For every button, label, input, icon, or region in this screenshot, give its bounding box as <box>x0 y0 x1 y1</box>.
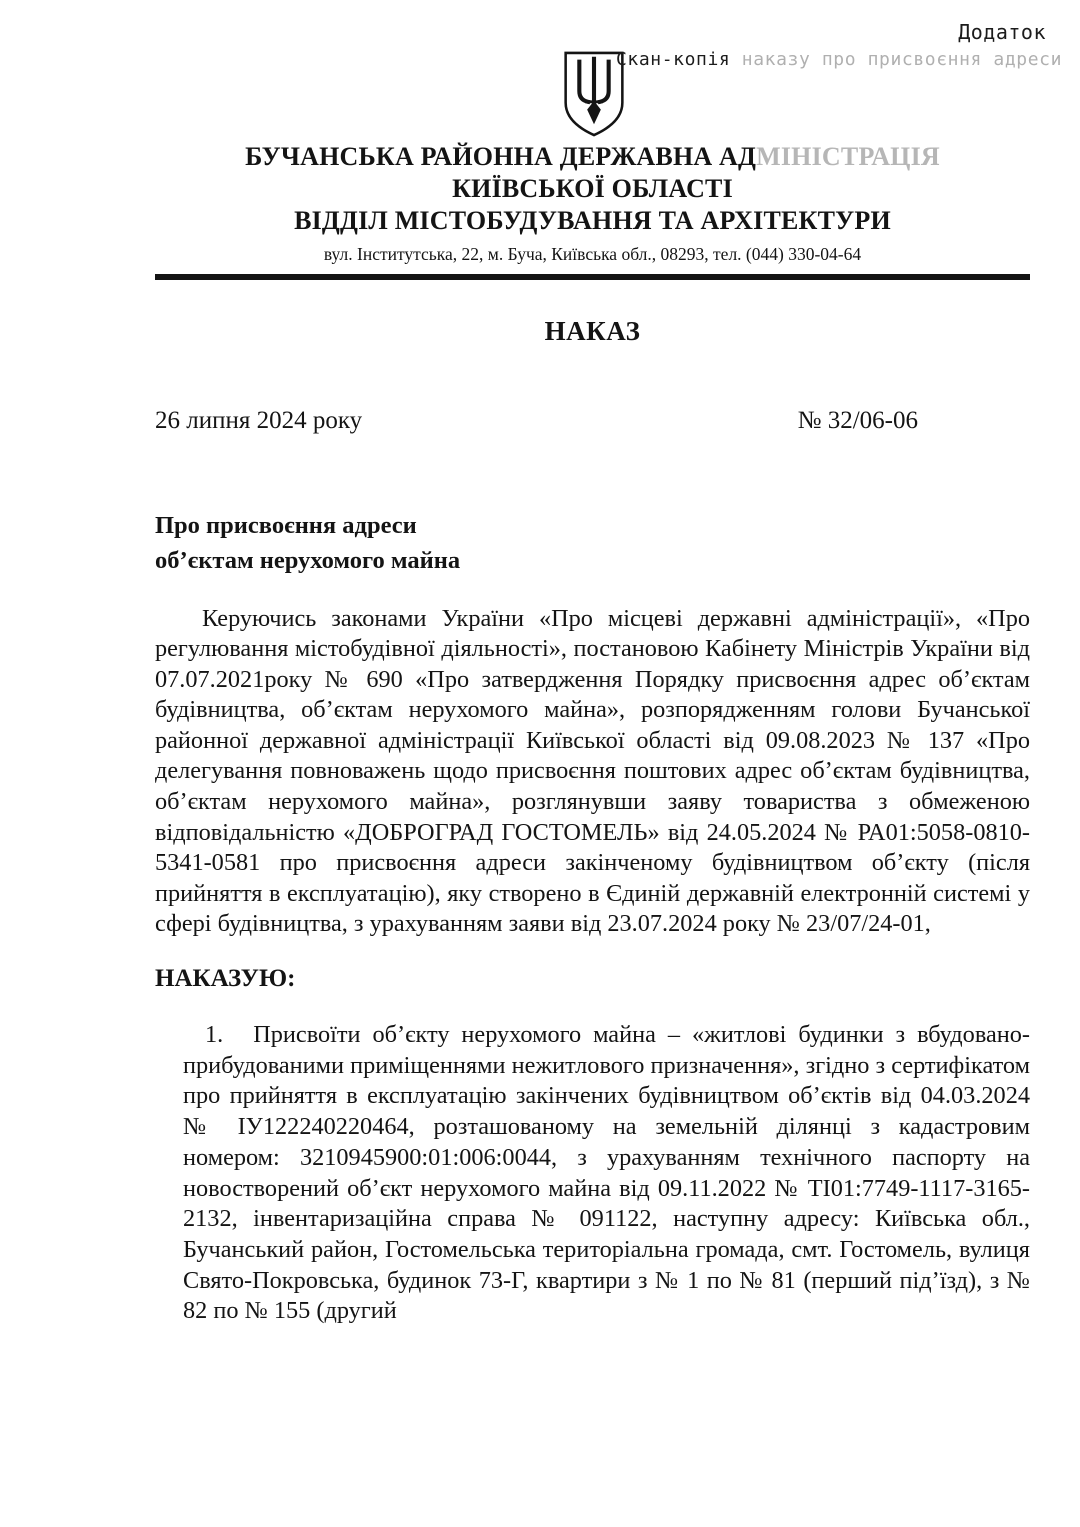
organization-name-line1-gray: МІНІСТРАЦІЯ <box>756 142 940 171</box>
order-subject-line1: Про присвоєння адреси <box>155 511 417 539</box>
order-number: № 32/06-06 <box>797 406 918 434</box>
organization-name-line1 <box>155 141 1030 173</box>
document-type-title: НАКАЗ <box>544 315 641 346</box>
date-and-number-row <box>155 407 1030 435</box>
scan-copy-caption-black: Скан-копія <box>616 49 731 70</box>
scan-copy-caption-gray: наказу про присвоєння адреси <box>730 49 1063 70</box>
order-item-1 <box>183 1020 1030 1327</box>
order-date: 26 липня 2024 року <box>155 406 363 434</box>
organization-name-line2: КИЇВСЬКОЇ ОБЛАСТІ <box>452 174 733 203</box>
organization-name-line1-black: БУЧАНСЬКА РАЙОННА ДЕРЖАВНА АД <box>245 142 757 171</box>
document-body <box>155 0 1030 1327</box>
letterhead-divider <box>155 274 1030 280</box>
appendix-label: Додаток <box>958 20 1046 44</box>
organization-address: вул. Інститутська, 22, м. Буча, Київська обл., 08293, тел. (044) 330-04-64 <box>323 244 862 264</box>
order-preamble: Керуючись законами України «Про місцеві державні адміністрації», «Про регулювання містобудівної діяльності», постановою Кабінету Міністрів України від 07.07.2021року № 690 «Про затвердження Порядку присвоєння адрес об’єктам будівництва, об’єктам нерухомого майна», розпорядженням голови Бучанської районної державної адміністрації Київської області від 09.08.2023 № 137 «Про делегування повноважень щодо присвоєння поштових адрес об’єктам будівництва, об’єктам нерухомого майна», розглянувши заяву товариства з обмеженою відповідальністю «ДОБРОГРАД ГОСТОМЕЛЬ» від 24.05.2024 № РА01:5058-0810-5341-0581 про присвоєння адреси закінченому будівництвом об’єкту (після прийняття в експлуатацію), яку створено в Єдиній державній електронній системі у сфері будівництва, з урахуванням заяви від 23.07.2024 року № 23/07/24-01, <box>155 604 1030 938</box>
order-item-1-number: 1. <box>205 1021 224 1049</box>
scan-copy-caption <box>616 49 1062 70</box>
order-subject-line2: об’єктам нерухомого майна <box>155 546 461 574</box>
order-subject <box>155 508 1030 578</box>
organization-name-line3: ВІДДІЛ МІСТОБУДУВАННЯ ТА АРХІТЕКТУРИ <box>294 206 891 235</box>
resolve-heading: НАКАЗУЮ: <box>155 965 296 993</box>
organization-name <box>155 141 1030 237</box>
order-item-1-text: Присвоїти об’єкту нерухомого майна – «житлові будинки з вбудовано-прибудованими приміщеннями нежитлового призначення», згідно з сертифікатом про прийняття в експлуатацію закінчених будівництвом об’єктів від 04.03.2024 № ІУ122240220464, розташованому на земельній ділянці з кадастровим номером: 3210945900:01:006:0044, з урахуванням технічного паспорту на новостворений об’єкт нерухомого майна від 09.11.2022 № ТІ01:7749-1117-3165-2132, інвентаризаційна справа № 091122, наступну адресу: Київська обл., Бучанський район, Гостомельська територіальна громада, смт. Гостомель, вулиця Свято-Покровська, будинок 73-Г, квартири з № 1 по № 81 (перший під’їзд), з № 82 по № 155 (другий <box>183 1021 1030 1325</box>
